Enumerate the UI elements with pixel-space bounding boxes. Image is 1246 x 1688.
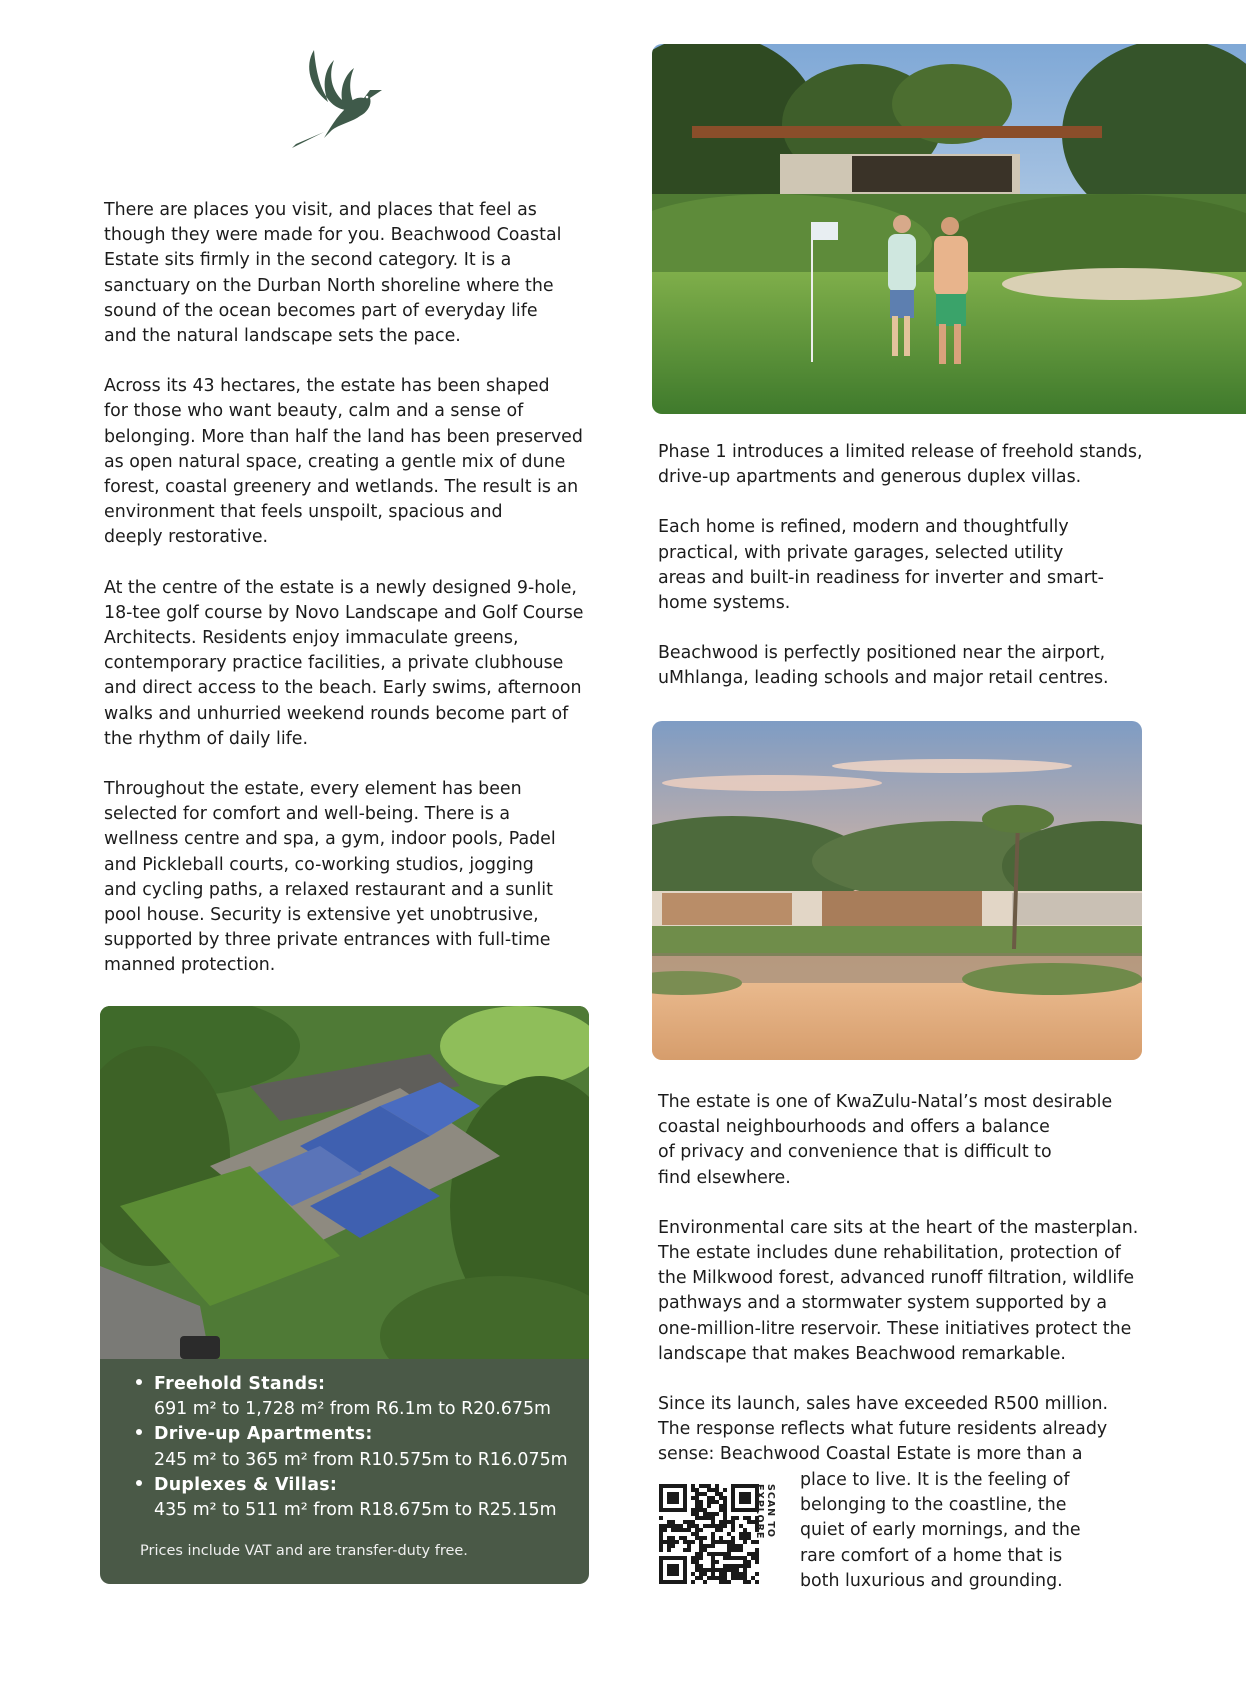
right-text-top [658,440,1218,692]
location-paragraph: Beachwood is perfectly positioned near the airport, uMhlanga, leading schools and major retail centres. [658,643,1109,689]
amenities-paragraph: Throughout the estate, every element has been selected for comfort and well-being. There is a wellness centre and spa, a gym, indoor pools, Padel and Pickleball courts, co-working studios, jogging and cycling paths, a relaxed restaurant and a sunlit pool house. Security is extensive yet unobtrusive, supported by three private entrances with full-time manned protection. [104,779,556,976]
left-text-column [104,198,604,979]
qr-code-icon[interactable] [659,1482,759,1586]
pricing-item-title: Freehold Stands: [154,1374,326,1394]
bullet-dot [136,1480,142,1486]
golfers-photo [652,44,1246,414]
pricing-note: Prices include VAT and are transfer-duty free. [140,1543,468,1559]
estate-logo [284,46,384,151]
golf-course-paragraph: At the centre of the estate is a newly designed 9-hole, 18-tee golf course by Novo Landscape and Golf Course Architects. Residents enjoy immaculate greens, contemporary practice facilities, a private clubhouse and direct access to the beach. Early swims, afternoon walks and unhurried weekend rounds become part of the rhythm of daily life. [104,577,584,749]
closing-wrap-text [800,1468,1220,1594]
pricing-item-title: Duplexes & Villas: [154,1474,338,1495]
qr-caption: SCAN TO EXPLORE [754,1484,776,1540]
aerial-padel-courts-clubhouse-photo-icon [100,1006,589,1359]
hectares-paragraph: Across its 43 hectares, the estate has been shaped for those who want beauty, calm and a sense of belonging. More than half the land has been preserved as open natural space, creating a gentle mix of dune forest, coastal greenery and wetlands. The result is an environment that feels unspoilt, spacious and deeply restorative. [104,376,583,548]
pricing-list [100,1372,589,1523]
courts-photo [100,1006,589,1359]
closing-paragraph: place to live. It is the feeling of belonging to the coastline, the quiet of early mornings, and the rare comfort of a home that is both luxurious and grounding. [800,1470,1081,1591]
neighbourhood-paragraph: The estate is one of KwaZulu-Natal’s most desirable coastal neighbourhoods and offers a balance of privacy and convenience that is difficult to find elsewhere. [658,1092,1113,1188]
golfers-walking-on-green-photo-icon [652,44,1246,414]
beachfront-villas-at-sunset-photo-icon [652,721,1142,1060]
right-text-bottom [658,1090,1228,1468]
sales-paragraph: Since its launch, sales have exceeded R500 million. The response reflects what future residents already sense: Beachwood Coastal Estate is more than a [658,1394,1109,1465]
pricing-item-freehold [100,1372,589,1422]
homes-paragraph: Each home is refined, modern and thoughtfully practical, with private garages, selected utility areas and built-in readiness for inverter and smart- home systems. [658,517,1104,614]
phase-one-paragraph: Phase 1 introduces a limited release of freehold stands, drive-up apartments and generous duplex villas. [658,442,1143,488]
pricing-item-apartments [100,1422,589,1472]
intro-paragraph: There are places you visit, and places that feel as though they were made for you. Beachwood Coastal Estate sits firmly in the second category. It is a sanctuary on the Durban North shoreline where the sound of the ocean becomes part of everyday life and the natural landscape sets the pace. [104,200,562,347]
pricing-item-duplexes [100,1473,589,1523]
bee-eater-bird-logo-icon [284,46,384,151]
bullet-dot [136,1429,142,1435]
pricing-item-value: 691 m² to 1,728 m² from R6.1m to R20.675m [154,1399,551,1420]
pricing-box [100,1006,589,1584]
pricing-item-value: 245 m² to 365 m² from R10.575m to R16.075m [154,1449,568,1470]
environment-paragraph: Environmental care sits at the heart of the masterplan. The estate includes dune rehabilitation, protection of the Milkwood forest, advanced runoff filtration, wildlife pathways and a stormwater system supported by a one-million-litre reservoir. These initiatives protect the landscape that makes Beachwood remarkable. [658,1217,1139,1364]
pricing-item-value: 435 m² to 511 m² from R18.675m to R25.15m [154,1500,557,1521]
bullet-dot [136,1379,142,1385]
villas-photo [652,721,1142,1060]
pricing-item-title: Drive-up Apartments: [154,1424,373,1445]
